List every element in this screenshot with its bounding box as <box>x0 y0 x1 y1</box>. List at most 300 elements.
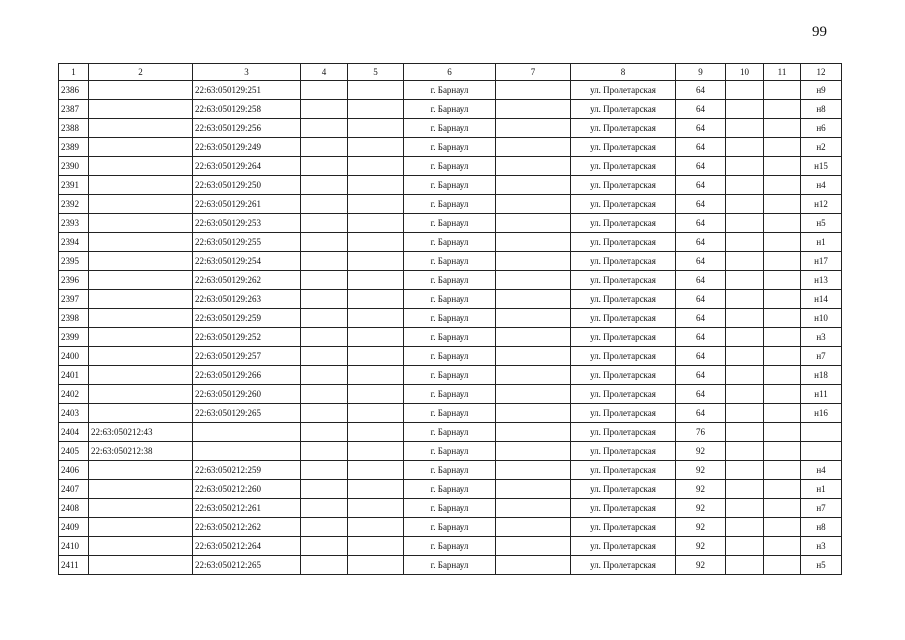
table-cell-col-6: г. Барнаул <box>404 309 496 328</box>
table-cell-col-6: г. Барнаул <box>404 100 496 119</box>
table-cell-col-12: н7 <box>801 499 842 518</box>
table-row <box>59 290 842 309</box>
table-cell-col-4 <box>301 100 348 119</box>
table-cell-col-11 <box>764 328 801 347</box>
table-cell-col-6: г. Барнаул <box>404 271 496 290</box>
table-cell-col-5 <box>348 271 404 290</box>
table-cell-col-9: 64 <box>676 81 726 100</box>
table-cell-col-4 <box>301 81 348 100</box>
table-cell-col-6: г. Барнаул <box>404 157 496 176</box>
table-cell-col-3: 22:63:050129:260 <box>193 385 301 404</box>
table-cell-col-1: 2404 <box>59 423 89 442</box>
table-row <box>59 499 842 518</box>
table-cell-col-2 <box>89 119 193 138</box>
table-cell-col-11 <box>764 290 801 309</box>
table-cell-col-2 <box>89 271 193 290</box>
table-cell-col-9: 64 <box>676 309 726 328</box>
table-cell-col-9: 64 <box>676 138 726 157</box>
table-cell-col-5 <box>348 195 404 214</box>
table-cell-col-8: ул. Пролетарская <box>571 309 676 328</box>
table-cell-col-4 <box>301 290 348 309</box>
table-cell-col-5 <box>348 537 404 556</box>
table-cell-col-9: 64 <box>676 233 726 252</box>
table-cell-col-6: г. Барнаул <box>404 537 496 556</box>
table-cell-col-7 <box>496 138 571 157</box>
table-cell-col-1: 2402 <box>59 385 89 404</box>
table-cell-col-11 <box>764 119 801 138</box>
table-cell-col-8: ул. Пролетарская <box>571 347 676 366</box>
table-cell-col-7 <box>496 119 571 138</box>
table-cell-col-5 <box>348 366 404 385</box>
table-cell-col-12: н17 <box>801 252 842 271</box>
table-cell-col-12: н13 <box>801 271 842 290</box>
table-cell-col-7 <box>496 461 571 480</box>
table-cell-col-9: 64 <box>676 271 726 290</box>
column-header-8: 8 <box>571 64 676 81</box>
table-cell-col-1: 2387 <box>59 100 89 119</box>
table-cell-col-4 <box>301 252 348 271</box>
table-cell-col-10 <box>726 366 764 385</box>
table-cell-col-8: ул. Пролетарская <box>571 100 676 119</box>
table-cell-col-2 <box>89 252 193 271</box>
table-cell-col-7 <box>496 423 571 442</box>
table-cell-col-5 <box>348 347 404 366</box>
table-cell-col-2 <box>89 176 193 195</box>
table-cell-col-9: 64 <box>676 100 726 119</box>
table-cell-col-7 <box>496 271 571 290</box>
table-cell-col-12: н12 <box>801 195 842 214</box>
table-cell-col-3: 22:63:050129:249 <box>193 138 301 157</box>
table-cell-col-5 <box>348 328 404 347</box>
table-cell-col-5 <box>348 556 404 575</box>
table-cell-col-9: 76 <box>676 423 726 442</box>
table-cell-col-1: 2391 <box>59 176 89 195</box>
column-header-1: 1 <box>59 64 89 81</box>
table-cell-col-6: г. Барнаул <box>404 461 496 480</box>
table-cell-col-11 <box>764 252 801 271</box>
table-cell-col-9: 64 <box>676 385 726 404</box>
table-cell-col-9: 92 <box>676 499 726 518</box>
table-cell-col-9: 64 <box>676 176 726 195</box>
table-cell-col-3: 22:63:050129:257 <box>193 347 301 366</box>
table-cell-col-8: ул. Пролетарская <box>571 290 676 309</box>
table-cell-col-10 <box>726 347 764 366</box>
table-cell-col-11 <box>764 499 801 518</box>
table-cell-col-9: 92 <box>676 461 726 480</box>
table-cell-col-4 <box>301 556 348 575</box>
table-cell-col-10 <box>726 195 764 214</box>
table-cell-col-11 <box>764 518 801 537</box>
table-cell-col-6: г. Барнаул <box>404 233 496 252</box>
table-cell-col-8: ул. Пролетарская <box>571 138 676 157</box>
table-cell-col-3: 22:63:050129:265 <box>193 404 301 423</box>
table-cell-col-7 <box>496 290 571 309</box>
table-cell-col-12: н10 <box>801 309 842 328</box>
table-body <box>59 81 842 575</box>
table-cell-col-11 <box>764 233 801 252</box>
table-cell-col-8: ул. Пролетарская <box>571 328 676 347</box>
table-cell-col-2 <box>89 518 193 537</box>
table-cell-col-11 <box>764 271 801 290</box>
table-cell-col-8: ул. Пролетарская <box>571 442 676 461</box>
table-cell-col-3: 22:63:050212:261 <box>193 499 301 518</box>
table-cell-col-4 <box>301 518 348 537</box>
table-cell-col-2: 22:63:050212:43 <box>89 423 193 442</box>
table-row <box>59 252 842 271</box>
table-cell-col-2 <box>89 404 193 423</box>
table-row <box>59 385 842 404</box>
table-cell-col-9: 92 <box>676 556 726 575</box>
table-cell-col-3: 22:63:050129:251 <box>193 81 301 100</box>
table-row <box>59 347 842 366</box>
table-cell-col-1: 2390 <box>59 157 89 176</box>
table-row <box>59 442 842 461</box>
table-cell-col-8: ул. Пролетарская <box>571 195 676 214</box>
table-cell-col-11 <box>764 347 801 366</box>
table-cell-col-7 <box>496 328 571 347</box>
table-cell-col-10 <box>726 309 764 328</box>
table-row <box>59 537 842 556</box>
table-cell-col-4 <box>301 404 348 423</box>
table-cell-col-2 <box>89 461 193 480</box>
table-cell-col-4 <box>301 499 348 518</box>
table-cell-col-7 <box>496 518 571 537</box>
table-row <box>59 309 842 328</box>
column-header-2: 2 <box>89 64 193 81</box>
table-cell-col-4 <box>301 328 348 347</box>
table-row <box>59 366 842 385</box>
table-row <box>59 404 842 423</box>
table-cell-col-12: н3 <box>801 537 842 556</box>
table-cell-col-10 <box>726 233 764 252</box>
table-cell-col-7 <box>496 404 571 423</box>
table-cell-col-9: 64 <box>676 347 726 366</box>
table-cell-col-5 <box>348 404 404 423</box>
table-row <box>59 100 842 119</box>
table-cell-col-7 <box>496 157 571 176</box>
table-cell-col-4 <box>301 423 348 442</box>
table-cell-col-12 <box>801 442 842 461</box>
column-header-6: 6 <box>404 64 496 81</box>
table-cell-col-10 <box>726 480 764 499</box>
table-cell-col-4 <box>301 176 348 195</box>
table-cell-col-6: г. Барнаул <box>404 385 496 404</box>
table-cell-col-5 <box>348 461 404 480</box>
table-cell-col-7 <box>496 537 571 556</box>
table-cell-col-7 <box>496 252 571 271</box>
table-cell-col-11 <box>764 214 801 233</box>
table-cell-col-1: 2395 <box>59 252 89 271</box>
table-cell-col-12: н16 <box>801 404 842 423</box>
table-cell-col-10 <box>726 157 764 176</box>
table-cell-col-12: н8 <box>801 518 842 537</box>
table-row <box>59 271 842 290</box>
table-cell-col-10 <box>726 537 764 556</box>
table-cell-col-2 <box>89 138 193 157</box>
table-cell-col-5 <box>348 176 404 195</box>
table-cell-col-3: 22:63:050129:258 <box>193 100 301 119</box>
table-cell-col-7 <box>496 195 571 214</box>
table-cell-col-3: 22:63:050212:262 <box>193 518 301 537</box>
table-cell-col-1: 2409 <box>59 518 89 537</box>
table-cell-col-7 <box>496 214 571 233</box>
table-cell-col-5 <box>348 518 404 537</box>
table-cell-col-10 <box>726 214 764 233</box>
table-cell-col-5 <box>348 385 404 404</box>
table-cell-col-8: ул. Пролетарская <box>571 461 676 480</box>
table-cell-col-4 <box>301 309 348 328</box>
table-cell-col-3: 22:63:050129:261 <box>193 195 301 214</box>
table-cell-col-12: н1 <box>801 480 842 499</box>
table-cell-col-8: ул. Пролетарская <box>571 176 676 195</box>
table-cell-col-6: г. Барнаул <box>404 138 496 157</box>
table-cell-col-6: г. Барнаул <box>404 328 496 347</box>
table-cell-col-6: г. Барнаул <box>404 518 496 537</box>
table-cell-col-8: ул. Пролетарская <box>571 480 676 499</box>
table-cell-col-8: ул. Пролетарская <box>571 537 676 556</box>
table-cell-col-2 <box>89 157 193 176</box>
table-row <box>59 176 842 195</box>
table-row <box>59 81 842 100</box>
column-header-11: 11 <box>764 64 801 81</box>
table-cell-col-1: 2396 <box>59 271 89 290</box>
table-cell-col-4 <box>301 385 348 404</box>
table-cell-col-10 <box>726 556 764 575</box>
table-cell-col-11 <box>764 100 801 119</box>
table-cell-col-4 <box>301 461 348 480</box>
table-cell-col-12: н14 <box>801 290 842 309</box>
table-cell-col-6: г. Барнаул <box>404 176 496 195</box>
table-row <box>59 233 842 252</box>
table-cell-col-11 <box>764 366 801 385</box>
table-cell-col-5 <box>348 252 404 271</box>
table-cell-col-11 <box>764 309 801 328</box>
table-cell-col-9: 64 <box>676 328 726 347</box>
table-cell-col-2 <box>89 366 193 385</box>
table-cell-col-12 <box>801 423 842 442</box>
table-cell-col-9: 92 <box>676 518 726 537</box>
table-cell-col-1: 2408 <box>59 499 89 518</box>
table-cell-col-9: 92 <box>676 537 726 556</box>
table-cell-col-2 <box>89 100 193 119</box>
table-cell-col-6: г. Барнаул <box>404 556 496 575</box>
table-cell-col-5 <box>348 423 404 442</box>
table-cell-col-9: 64 <box>676 252 726 271</box>
table-cell-col-5 <box>348 214 404 233</box>
table-cell-col-7 <box>496 385 571 404</box>
table-cell-col-3: 22:63:050129:263 <box>193 290 301 309</box>
table-cell-col-9: 64 <box>676 214 726 233</box>
table-cell-col-3: 22:63:050212:260 <box>193 480 301 499</box>
table-cell-col-10 <box>726 328 764 347</box>
table-cell-col-1: 2394 <box>59 233 89 252</box>
column-header-3: 3 <box>193 64 301 81</box>
column-header-10: 10 <box>726 64 764 81</box>
column-header-4: 4 <box>301 64 348 81</box>
table-cell-col-12: н15 <box>801 157 842 176</box>
table-cell-col-10 <box>726 290 764 309</box>
table-cell-col-5 <box>348 119 404 138</box>
table-cell-col-3: 22:63:050129:255 <box>193 233 301 252</box>
table-cell-col-2 <box>89 81 193 100</box>
table-cell-col-3: 22:63:050129:254 <box>193 252 301 271</box>
table-cell-col-7 <box>496 176 571 195</box>
table-cell-col-12: н11 <box>801 385 842 404</box>
header-row <box>59 64 842 81</box>
table-cell-col-4 <box>301 537 348 556</box>
table-cell-col-4 <box>301 214 348 233</box>
table-cell-col-4 <box>301 119 348 138</box>
table-cell-col-12: н9 <box>801 81 842 100</box>
table-cell-col-12: н7 <box>801 347 842 366</box>
table-cell-col-4 <box>301 271 348 290</box>
table-cell-col-11 <box>764 157 801 176</box>
table-cell-col-2 <box>89 290 193 309</box>
table-cell-col-6: г. Барнаул <box>404 499 496 518</box>
table-cell-col-3: 22:63:050212:264 <box>193 537 301 556</box>
table-cell-col-9: 64 <box>676 157 726 176</box>
table-cell-col-11 <box>764 423 801 442</box>
table-cell-col-2 <box>89 195 193 214</box>
table-cell-col-7 <box>496 233 571 252</box>
table-cell-col-8: ул. Пролетарская <box>571 119 676 138</box>
table-cell-col-5 <box>348 442 404 461</box>
table-cell-col-12: н2 <box>801 138 842 157</box>
table-cell-col-7 <box>496 499 571 518</box>
table-cell-col-8: ул. Пролетарская <box>571 252 676 271</box>
table-cell-col-10 <box>726 119 764 138</box>
table-cell-col-3: 22:63:050129:250 <box>193 176 301 195</box>
table-row <box>59 214 842 233</box>
table-cell-col-3: 22:63:050129:256 <box>193 119 301 138</box>
table-cell-col-6: г. Барнаул <box>404 442 496 461</box>
table-cell-col-6: г. Барнаул <box>404 404 496 423</box>
table-cell-col-12: н5 <box>801 214 842 233</box>
table-cell-col-10 <box>726 138 764 157</box>
table-cell-col-2 <box>89 537 193 556</box>
table-cell-col-5 <box>348 499 404 518</box>
table-cell-col-6: г. Барнаул <box>404 366 496 385</box>
table-cell-col-7 <box>496 366 571 385</box>
table-cell-col-1: 2389 <box>59 138 89 157</box>
table-cell-col-11 <box>764 537 801 556</box>
table-cell-col-10 <box>726 176 764 195</box>
table-cell-col-4 <box>301 347 348 366</box>
table-cell-col-7 <box>496 556 571 575</box>
table-row <box>59 119 842 138</box>
table-cell-col-8: ул. Пролетарская <box>571 518 676 537</box>
table-cell-col-3: 22:63:050129:252 <box>193 328 301 347</box>
table-cell-col-1: 2397 <box>59 290 89 309</box>
table-cell-col-6: г. Барнаул <box>404 252 496 271</box>
table-cell-col-1: 2407 <box>59 480 89 499</box>
table-cell-col-11 <box>764 81 801 100</box>
table-cell-col-7 <box>496 100 571 119</box>
table-cell-col-3: 22:63:050129:264 <box>193 157 301 176</box>
table-cell-col-10 <box>726 499 764 518</box>
table-cell-col-1: 2393 <box>59 214 89 233</box>
table-cell-col-4 <box>301 480 348 499</box>
table-cell-col-1: 2401 <box>59 366 89 385</box>
table-row <box>59 461 842 480</box>
table-cell-col-10 <box>726 518 764 537</box>
table-cell-col-2: 22:63:050212:38 <box>89 442 193 461</box>
table-cell-col-8: ул. Пролетарская <box>571 81 676 100</box>
table-cell-col-12: н18 <box>801 366 842 385</box>
table-cell-col-3 <box>193 423 301 442</box>
table-cell-col-12: н4 <box>801 461 842 480</box>
table-cell-col-10 <box>726 461 764 480</box>
table-row <box>59 195 842 214</box>
table-cell-col-5 <box>348 138 404 157</box>
table-cell-col-2 <box>89 480 193 499</box>
table-cell-col-4 <box>301 442 348 461</box>
table-cell-col-8: ул. Пролетарская <box>571 157 676 176</box>
table-cell-col-2 <box>89 328 193 347</box>
table-cell-col-7 <box>496 347 571 366</box>
table-cell-col-2 <box>89 233 193 252</box>
table-cell-col-10 <box>726 385 764 404</box>
table-row <box>59 328 842 347</box>
table-cell-col-9: 92 <box>676 442 726 461</box>
table-cell-col-9: 64 <box>676 119 726 138</box>
table-cell-col-1: 2398 <box>59 309 89 328</box>
table-cell-col-11 <box>764 176 801 195</box>
table-cell-col-11 <box>764 480 801 499</box>
table-cell-col-7 <box>496 309 571 328</box>
table-cell-col-1: 2386 <box>59 81 89 100</box>
table-row <box>59 556 842 575</box>
table-cell-col-11 <box>764 556 801 575</box>
table-cell-col-11 <box>764 442 801 461</box>
table-cell-col-2 <box>89 347 193 366</box>
table-cell-col-4 <box>301 233 348 252</box>
table-cell-col-2 <box>89 309 193 328</box>
table-cell-col-8: ул. Пролетарская <box>571 366 676 385</box>
table-cell-col-5 <box>348 480 404 499</box>
table-cell-col-1: 2411 <box>59 556 89 575</box>
table-cell-col-5 <box>348 309 404 328</box>
table-cell-col-3: 22:63:050212:259 <box>193 461 301 480</box>
table-cell-col-6: г. Барнаул <box>404 81 496 100</box>
table-cell-col-10 <box>726 100 764 119</box>
table-cell-col-5 <box>348 233 404 252</box>
table-cell-col-11 <box>764 138 801 157</box>
table-cell-col-5 <box>348 157 404 176</box>
table-row <box>59 157 842 176</box>
table-cell-col-6: г. Барнаул <box>404 347 496 366</box>
table-cell-col-10 <box>726 404 764 423</box>
table-cell-col-12: н1 <box>801 233 842 252</box>
table-cell-col-12: н6 <box>801 119 842 138</box>
table-cell-col-10 <box>726 271 764 290</box>
table-row <box>59 518 842 537</box>
table-cell-col-1: 2410 <box>59 537 89 556</box>
table-cell-col-3: 22:63:050129:266 <box>193 366 301 385</box>
table-row <box>59 138 842 157</box>
table-cell-col-1: 2392 <box>59 195 89 214</box>
table-cell-col-1: 2400 <box>59 347 89 366</box>
table-cell-col-8: ул. Пролетарская <box>571 556 676 575</box>
table-cell-col-12: н3 <box>801 328 842 347</box>
table-cell-col-1: 2406 <box>59 461 89 480</box>
table-row <box>59 423 842 442</box>
table-row <box>59 480 842 499</box>
table-cell-col-4 <box>301 157 348 176</box>
table-cell-col-7 <box>496 81 571 100</box>
table-cell-col-6: г. Барнаул <box>404 290 496 309</box>
column-header-12: 12 <box>801 64 842 81</box>
